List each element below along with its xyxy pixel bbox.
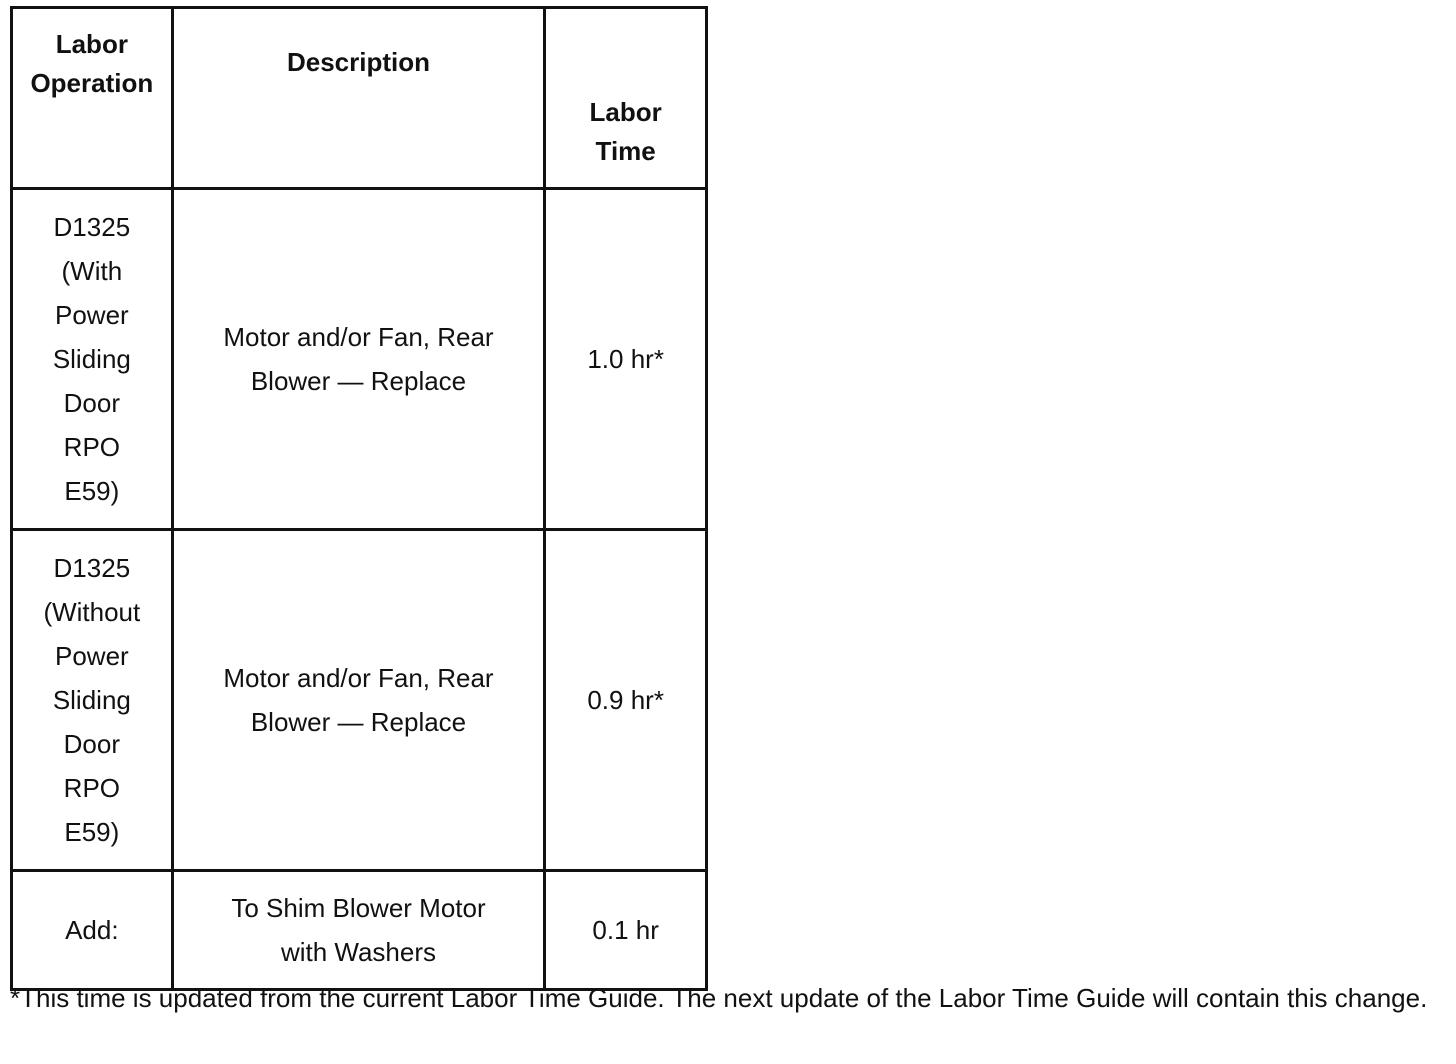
header-labor-operation-line: Operation [30,68,154,98]
labor-operation-cell [12,189,173,530]
labor-operation-cell [12,871,173,990]
labor-operation-line: Add: [65,915,119,945]
header-labor-operation-line: Labor [55,29,128,59]
description-text: To Shim Blower Motor with Washers [231,893,486,967]
labor-operation-line: (With [61,256,123,286]
header-labor-operation [12,8,173,189]
description-text: Motor and/or Fan, Rear Blower — Replace [223,663,494,737]
labor-time-cell: 1.0 hr* [545,189,707,530]
table-row [12,530,707,871]
labor-operation-line: Sliding [52,685,131,715]
labor-operation-line: Power [54,300,129,330]
table-row [12,189,707,530]
labor-time-cell: 0.9 hr* [545,530,707,871]
table-header-row [12,8,707,189]
labor-time-table [10,6,708,991]
labor-operation-line: Power [54,641,129,671]
labor-operation-line: RPO [63,432,121,462]
header-description: Description [172,8,545,189]
description-text: Motor and/or Fan, Rear Blower — Replace [223,322,494,396]
footnote: *This time is updated from the current Labor Time Guide. The next update of the Labor Time Guide will contain this change. [10,983,1428,1013]
labor-operation-line: (Without [43,597,141,627]
labor-operation-line: Door [63,729,121,759]
labor-operation-line: E59) [64,476,120,506]
header-labor-time-line: Time [595,136,656,166]
header-labor-time [545,8,707,189]
description-cell [172,530,545,871]
labor-operation-line: D1325 [53,553,131,583]
labor-operation-line: RPO [63,773,121,803]
table-row [12,871,707,990]
labor-operation-line: Sliding [52,344,131,374]
labor-operation-line: Door [63,388,121,418]
description-cell [172,871,545,990]
labor-operation-line: D1325 [53,212,131,242]
header-labor-time-line: Labor [589,97,662,127]
labor-time-cell: 0.1 hr [545,871,707,990]
labor-operation-cell [12,530,173,871]
labor-operation-line: E59) [64,817,120,847]
description-cell [172,189,545,530]
